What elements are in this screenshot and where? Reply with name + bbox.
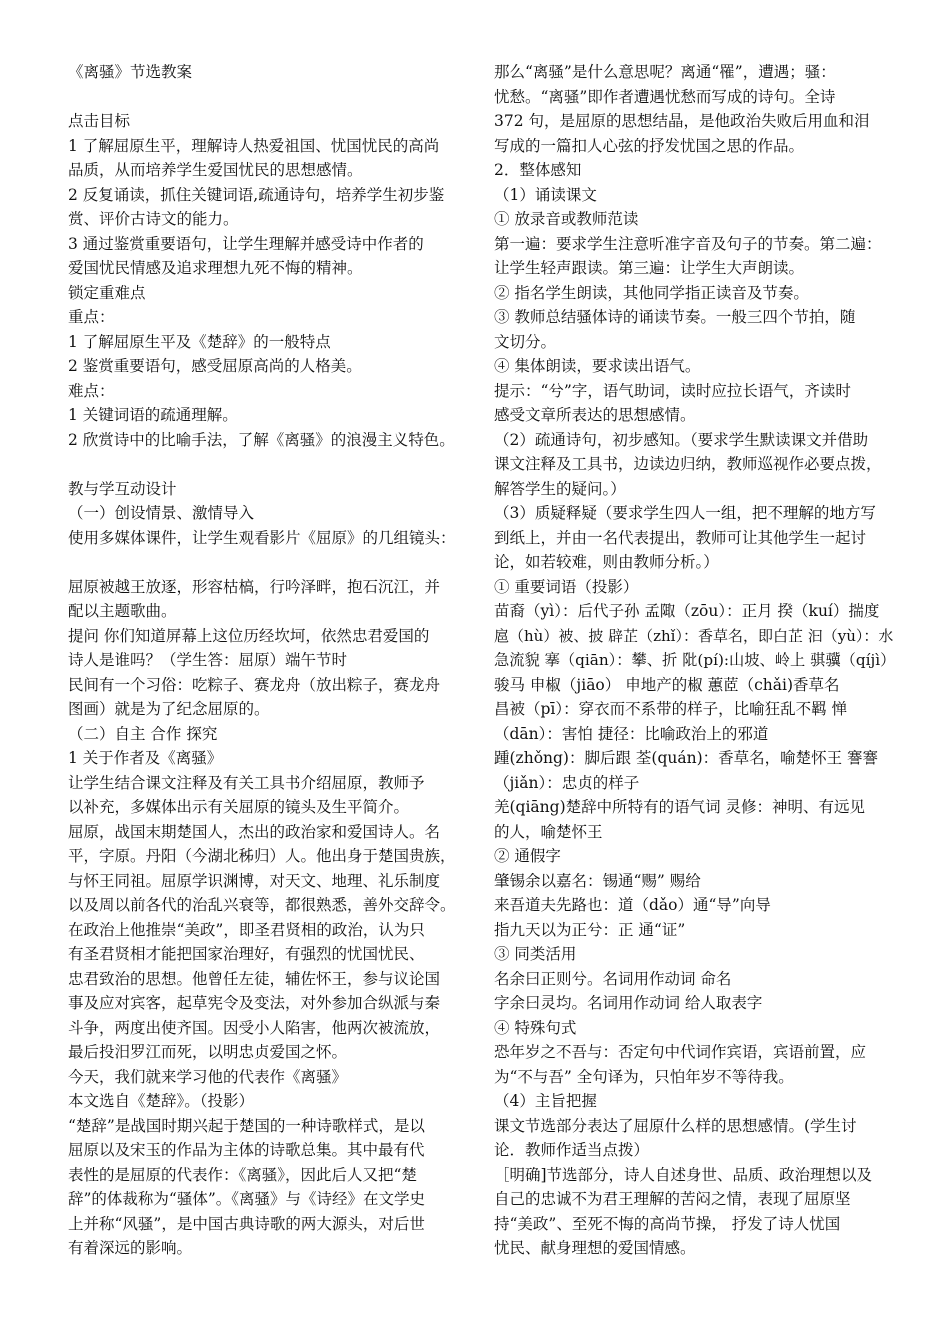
text-line: 品质，从而培养学生爱国忧民的思想感情。 (68, 161, 363, 179)
text-line: 平，字原。丹阳（今湖北秭归）人。他出身于楚国贵族， (68, 847, 456, 865)
text-line: 第一遍：要求学生注意听准字音及句子的节奏。第二遍： (494, 234, 882, 253)
text-line: 苗裔（yì）：后代子孙 孟陬（zōu）：正月 揆（kuí）揣度 (494, 602, 880, 620)
text-line: （一）创设情景、激情导入 (68, 504, 255, 522)
right-text-column (494, 60, 898, 1261)
text-line: 1 关于作者及《离骚》 (68, 749, 223, 767)
text-line: 赏、评价古诗文的能力。 (68, 210, 239, 228)
text-line: 本文选自《楚辞》。（投影） (68, 1092, 255, 1110)
text-line: 屈原以及宋玉的作品为主体的诗歌总集。其中最有代 (68, 1141, 425, 1159)
text-line: 上并称“风骚”，是中国古典诗歌的两大源头，对后世 (68, 1214, 425, 1233)
text-line: 1 了解屈原生平及《楚辞》的一般特点 (68, 332, 331, 351)
text-line: 难点： (68, 381, 115, 400)
text-line: （2）疏通诗句，初步感知。（要求学生默读课文并借助 (494, 430, 869, 449)
text-line: ② 通假字 (494, 847, 561, 865)
text-line: （jiǎn）：忠贞的样子 (494, 773, 640, 792)
text-line: 2 反复诵读，抓住关键词语,疏通诗句，培养学生初步鉴 (68, 185, 445, 204)
text-line: 372 句，是屈原的思想结晶，是他政治失败后用血和泪 (494, 112, 870, 130)
text-line: 到纸上，并由一名代表提出，教师可让其他学生一起讨 (494, 528, 867, 547)
text-line: 写成的一篇扣人心弦的抒发忧国之思的作品。 (494, 136, 805, 155)
text-line: 重点： (68, 308, 115, 326)
text-line: 让学生结合课文注释及有关工具书介绍屈原，教师予 (68, 773, 425, 792)
text-line: 使用多媒体课件，让学生观看影片《屈原》的几组镜头： (68, 528, 456, 547)
text-line: 辞”的体裁称为“骚体”。《离骚》与《诗经》在文学史 (68, 1190, 426, 1208)
text-line: 踵(zhǒng)：脚后跟 荃(quán)：香草名，喻楚怀王 謇謇 (494, 749, 879, 767)
text-line: 那么“离骚”是什么意思呢？离通“罹”，遭遇；骚： (494, 63, 836, 81)
text-line: 课文注释及工具书，边读边归纳，教师巡视作必要点拨， (494, 455, 882, 473)
text-line: 持“美政”、至死不悔的高尚节操， 抒发了诗人忧国 (494, 1214, 841, 1233)
text-line: 提问 你们知道屏幕上这位历经坎坷，依然忠君爱国的 (68, 626, 430, 645)
text-line: ③ 教师总结骚体诗的诵读节奏。一般三四个节拍，随 (494, 308, 856, 326)
text-line: 指九天以为正兮：正 通“证” (494, 920, 686, 939)
text-line: 昌被（pī）：穿衣而不系带的样子，比喻狂乱不羁 惮 (494, 700, 848, 718)
text-line: 斗争，两度出使齐国。因受小人陷害，他两次被流放， (68, 1018, 441, 1037)
text-line: 论．教师作适当点拨） (494, 1141, 650, 1159)
text-line: “楚辞”是战国时期兴起于楚国的一种诗歌样式，是以 (68, 1116, 425, 1135)
text-line: 有着深远的影响。 (68, 1239, 193, 1257)
text-line: 文切分。 (494, 332, 557, 351)
text-line: ④ 集体朗读，要求读出语气。 (494, 357, 701, 375)
text-line: 事及应对宾客，起草宪令及变法，对外参加合纵派与秦 (68, 994, 441, 1012)
text-line: 急流貌 搴（qiān）：攀、折 阰(pí):山坡、岭上 骐骥（qíjì） (494, 651, 896, 669)
text-line: ③ 同类活用 (494, 945, 577, 963)
text-line: （dān）：害怕 捷径：比喻政治上的邪道 (494, 724, 769, 743)
text-line: 以补充，多媒体出示有关屈原的镜头及生平简介。 (68, 798, 410, 816)
text-line: 2 鉴赏重要语句，感受屈原高尚的人格美。 (68, 357, 362, 375)
text-line: 忧愁。“离骚”即作者遭遇忧愁而写成的诗句。全诗 (494, 87, 836, 106)
text-line: 羌(qiāng)楚辞中所特有的语气词 灵修：神明、有远见 (494, 798, 866, 816)
text-line: 恐年岁之不吾与：否定句中代词作宾语，宾语前置，应 (494, 1043, 867, 1061)
text-line: ［明确]节选部分，诗人自述身世、品质、政治理想以及 (494, 1165, 873, 1184)
text-line: ④ 特殊句式 (494, 1018, 577, 1037)
text-line: 以及周以前各代的治乱兴衰等，都很熟悉，善外交辞令。 (68, 896, 456, 914)
text-line: 论，如若较难，则由教师分析。） (494, 553, 719, 571)
text-line: 1 了解屈原生平，理解诗人热爱祖国、忧国忧民的高尚 (68, 136, 440, 155)
text-line: 提示：“兮”字，语气助词，读时应拉长语气，齐读时 (494, 381, 851, 400)
text-line: 扈（hù）被、披 辟芷（zhǐ）：香草名，即白芷 汩（yù）：水 (494, 626, 894, 645)
text-line: 骏马 申椒（jiāo） 申地产的椒 蕙茝（chǎi)香草名 (494, 675, 840, 694)
text-line (68, 550, 468, 575)
left-text-column (68, 60, 468, 1261)
text-line: ① 放录音或教师范读 (494, 210, 639, 228)
text-line: 表性的是屈原的代表作：《离骚》，因此后人又把“楚 (68, 1165, 417, 1184)
text-line: 为“不与吾” 全句译为，只怕年岁不等待我。 (494, 1067, 794, 1086)
text-line: ② 指名学生朗读，其他同学指正读音及节奏。 (494, 283, 809, 302)
text-line: （二）自主 合作 探究 (68, 724, 218, 743)
text-line: 今天，我们就来学习他的代表作《离骚》 (68, 1067, 348, 1086)
text-line: 配以主题歌曲。 (68, 602, 177, 620)
text-line: 在政治上他推崇“美政”，即圣君贤相的政治，认为只 (68, 920, 425, 939)
text-line: 有圣君贤相才能把国家治理好，有强烈的忧国忧民、 (68, 945, 425, 963)
text-line: （4）主旨把握 (494, 1092, 597, 1110)
text-line: 诗人是谁吗？（学生答：屈原）端午节时 (68, 651, 348, 669)
text-line: 1 关键词语的疏通理解。 (68, 406, 238, 424)
text-line: 忠君致治的思想。他曾任左徒，辅佐怀王，参与议论国 (68, 969, 441, 988)
text-line: 屈原，战国末期楚国人，杰出的政治家和爱国诗人。名 (68, 822, 441, 841)
text-line: 2 欣赏诗中的比喻手法，了解《离骚》的浪漫主义特色。 (68, 430, 455, 449)
text-line: 图画）就是为了纪念屈原的。 (68, 700, 270, 718)
text-line (68, 85, 468, 110)
text-line: 肇锡余以嘉名：锡通“赐” 赐给 (494, 871, 701, 890)
text-line: 锁定重难点 (68, 283, 146, 302)
text-line: 民间有一个习俗：吃粽子、赛龙舟（放出粽子，赛龙舟 (68, 675, 441, 694)
text-line: 自己的忠诚不为君王理解的苦闷之情，表现了屈原坚 (494, 1190, 851, 1208)
text-line (68, 452, 468, 477)
text-line: 课文节选部分表达了屈原什么样的思想感情。(学生讨 (494, 1116, 857, 1135)
text-line: 忧民、献身理想的爱国情感。 (494, 1239, 696, 1257)
text-line: 点击目标 (68, 112, 131, 130)
text-line: 3 通过鉴赏重要语句，让学生理解并感受诗中作者的 (68, 234, 424, 253)
text-line: 最后投汨罗江而死，以明忠贞爱国之怀。 (68, 1043, 348, 1061)
text-line: ① 重要词语（投影） (494, 577, 639, 596)
text-line: 的人，喻楚怀王 (494, 822, 603, 841)
text-line: 《离骚》节选教案 (68, 63, 193, 81)
text-line: 教与学互动设计 (68, 479, 177, 498)
text-line: （1）诵读课文 (494, 185, 597, 204)
text-line: 来吾道夫先路也：道（dǎo）通“导”向导 (494, 896, 771, 914)
text-line: 解答学生的疑问。） (494, 479, 626, 498)
text-line: 与怀王同祖。屈原学识渊博，对天文、地理、礼乐制度 (68, 871, 441, 890)
text-line: 爱国忧民情感及追求理想九死不悔的精神。 (68, 259, 363, 277)
text-line: 字余曰灵均。名词用作动词 给人取表字 (494, 994, 763, 1012)
text-line: 2．整体感知 (494, 161, 582, 179)
text-line: 让学生轻声跟读。第三遍：让学生大声朗读。 (494, 259, 805, 277)
text-line: （3）质疑释疑（要求学生四人一组，把不理解的地方写 (494, 504, 876, 522)
text-line: 名余曰正则兮。名词用作动词 命名 (494, 969, 732, 988)
text-line: 屈原被越王放逐，形容枯槁，行吟泽畔，抱石沉江，并 (68, 577, 441, 596)
text-line: 感受文章所表达的思想感情。 (494, 406, 696, 424)
